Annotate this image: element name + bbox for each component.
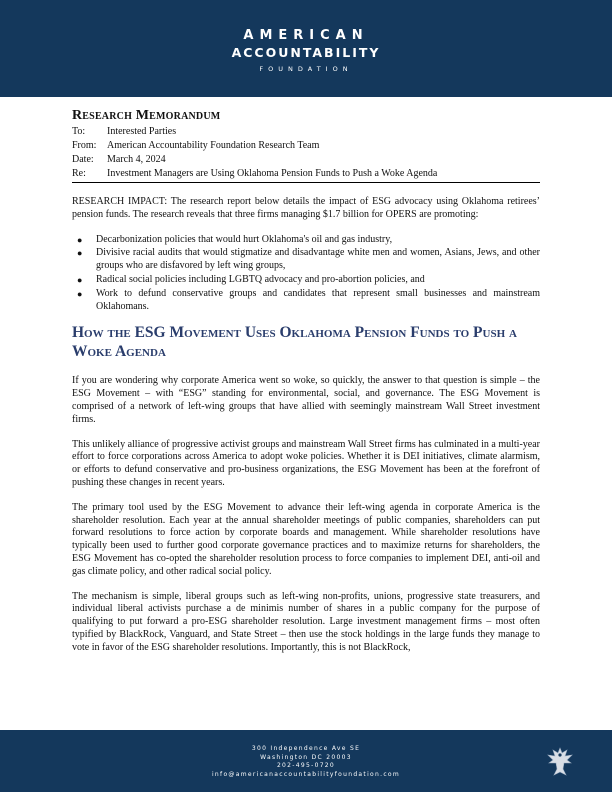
memo-to-label: To: <box>72 126 86 137</box>
bullet-icon: ● <box>77 248 83 259</box>
memo-date-label: Date: <box>72 154 94 165</box>
memo-date-value: March 4, 2024 <box>107 154 166 165</box>
logo-text-accountability: ACCOUNTABILITY <box>231 45 381 60</box>
bullet-icon: ● <box>77 234 83 245</box>
memo-to-row <box>72 125 540 139</box>
list-item <box>72 288 540 314</box>
footer-contact <box>0 745 612 779</box>
list-item-text: Work to defund conservative groups and candidates that represent small businesses and mainstream Oklahomans. <box>96 287 540 312</box>
findings-list <box>72 234 540 314</box>
memo-re-label: Re: <box>72 168 86 179</box>
footer-banner <box>0 730 612 792</box>
footer-phone: 202-495-0720 <box>276 762 336 769</box>
body-paragraph: If you are wondering why corporate America went so woke, so quickly, the answer to that question is simple – the ESG Movement – with “ESG” standing for environmental, social, and governance. The ESG Movement is comprised of a network of left-wing groups that have allied with seemingly mainstream Wall Street investment firms. <box>72 375 540 425</box>
memo-fields <box>72 125 540 181</box>
section-heading: How the ESG Movement Uses Oklahoma Pension Funds to Push a Woke Agenda <box>72 324 517 361</box>
logo-text-foundation: FOUNDATION <box>259 65 353 73</box>
memo-divider <box>72 182 540 183</box>
memo-from-value: American Accountability Foundation Research Team <box>107 140 320 151</box>
logo-text-american: AMERICAN <box>243 28 369 43</box>
memo-to-value: Interested Parties <box>107 126 177 137</box>
memo-from-row <box>72 139 540 153</box>
list-item-text: Divisive racial audits that would stigmatize and disadvantage white men and women, Asians, Jews, and other groups who are disfavored by left wing groups, <box>96 247 540 272</box>
footer-address-line1: 300 Independence Ave SE <box>251 745 361 752</box>
memo-re-value: Investment Managers are Using Oklahoma Pension Funds to Push a Woke Agenda <box>107 168 438 179</box>
list-item-text: Radical social policies including LGBTQ advocacy and pro-abortion policies, and <box>96 273 425 285</box>
footer-email[interactable]: info@americanaccountabilityfoundation.com <box>211 770 401 778</box>
memo-re-row <box>72 167 540 181</box>
memo-from-label: From: <box>72 140 97 151</box>
letterhead-banner <box>0 0 612 97</box>
intro-paragraph: RESEARCH IMPACT: The research report below details the impact of ESG advocacy using Oklahoma retirees’ pension funds. The research reveals that three firms managing $1.7 billion for OPERS are promoting: <box>72 196 540 220</box>
list-item <box>72 234 540 247</box>
list-item <box>72 247 540 273</box>
memo-date-row <box>72 153 540 167</box>
body-paragraph: The primary tool used by the ESG Movement to advance their left-wing agenda in corporate America is the shareholder resolution. Each year at the annual shareholder meetings of public companies, shareholders can put forward resolutions to force action by corporate boards and management. While shareholder resolutions have typically been used to further good corporate governance practices and to maximize returns for shareholders, the ESG Movement has co-opted the shareholder resolution process to force companies to implement DEI, anti-oil and gas climate policy, and other radical social policy. <box>72 501 540 577</box>
memo-body <box>72 196 540 667</box>
eagle-icon <box>545 746 575 778</box>
bullet-icon: ● <box>77 274 83 285</box>
footer-address-line2: Washington DC 20003 <box>260 753 352 761</box>
body-paragraph: This unlikely alliance of progressive activist groups and mainstream Wall Street firms has culminated in a multi-year effort to force corporations across America to adopt woke policies. Whether it is DEI initiatives, climate alarmism, or efforts to defund conservative and pro-business organizations, the ESG Movement has been at the forefront of pushing these changes in recent years. <box>72 438 540 488</box>
bullet-icon: ● <box>77 288 83 299</box>
list-item-text: Decarbonization policies that would hurt Oklahoma's oil and gas industry, <box>96 233 393 245</box>
memo-title: Research Memorandum <box>72 108 221 123</box>
body-paragraph: The mechanism is simple, liberal groups such as left-wing non-profits, unions, progressive state treasurers, and individual liberal activists purchase a de minimis number of shares in a public company for the purpose of qualifying to put forward a pro-ESG shareholder resolution. Large investment management firms – most often typified by BlackRock, Vanguard, and State Street – then use the stock holdings in the large funds they manage to vote in favor of the ESG shareholder resolutions. Importantly, this is not BlackRock, <box>72 590 540 653</box>
list-item <box>72 274 540 287</box>
